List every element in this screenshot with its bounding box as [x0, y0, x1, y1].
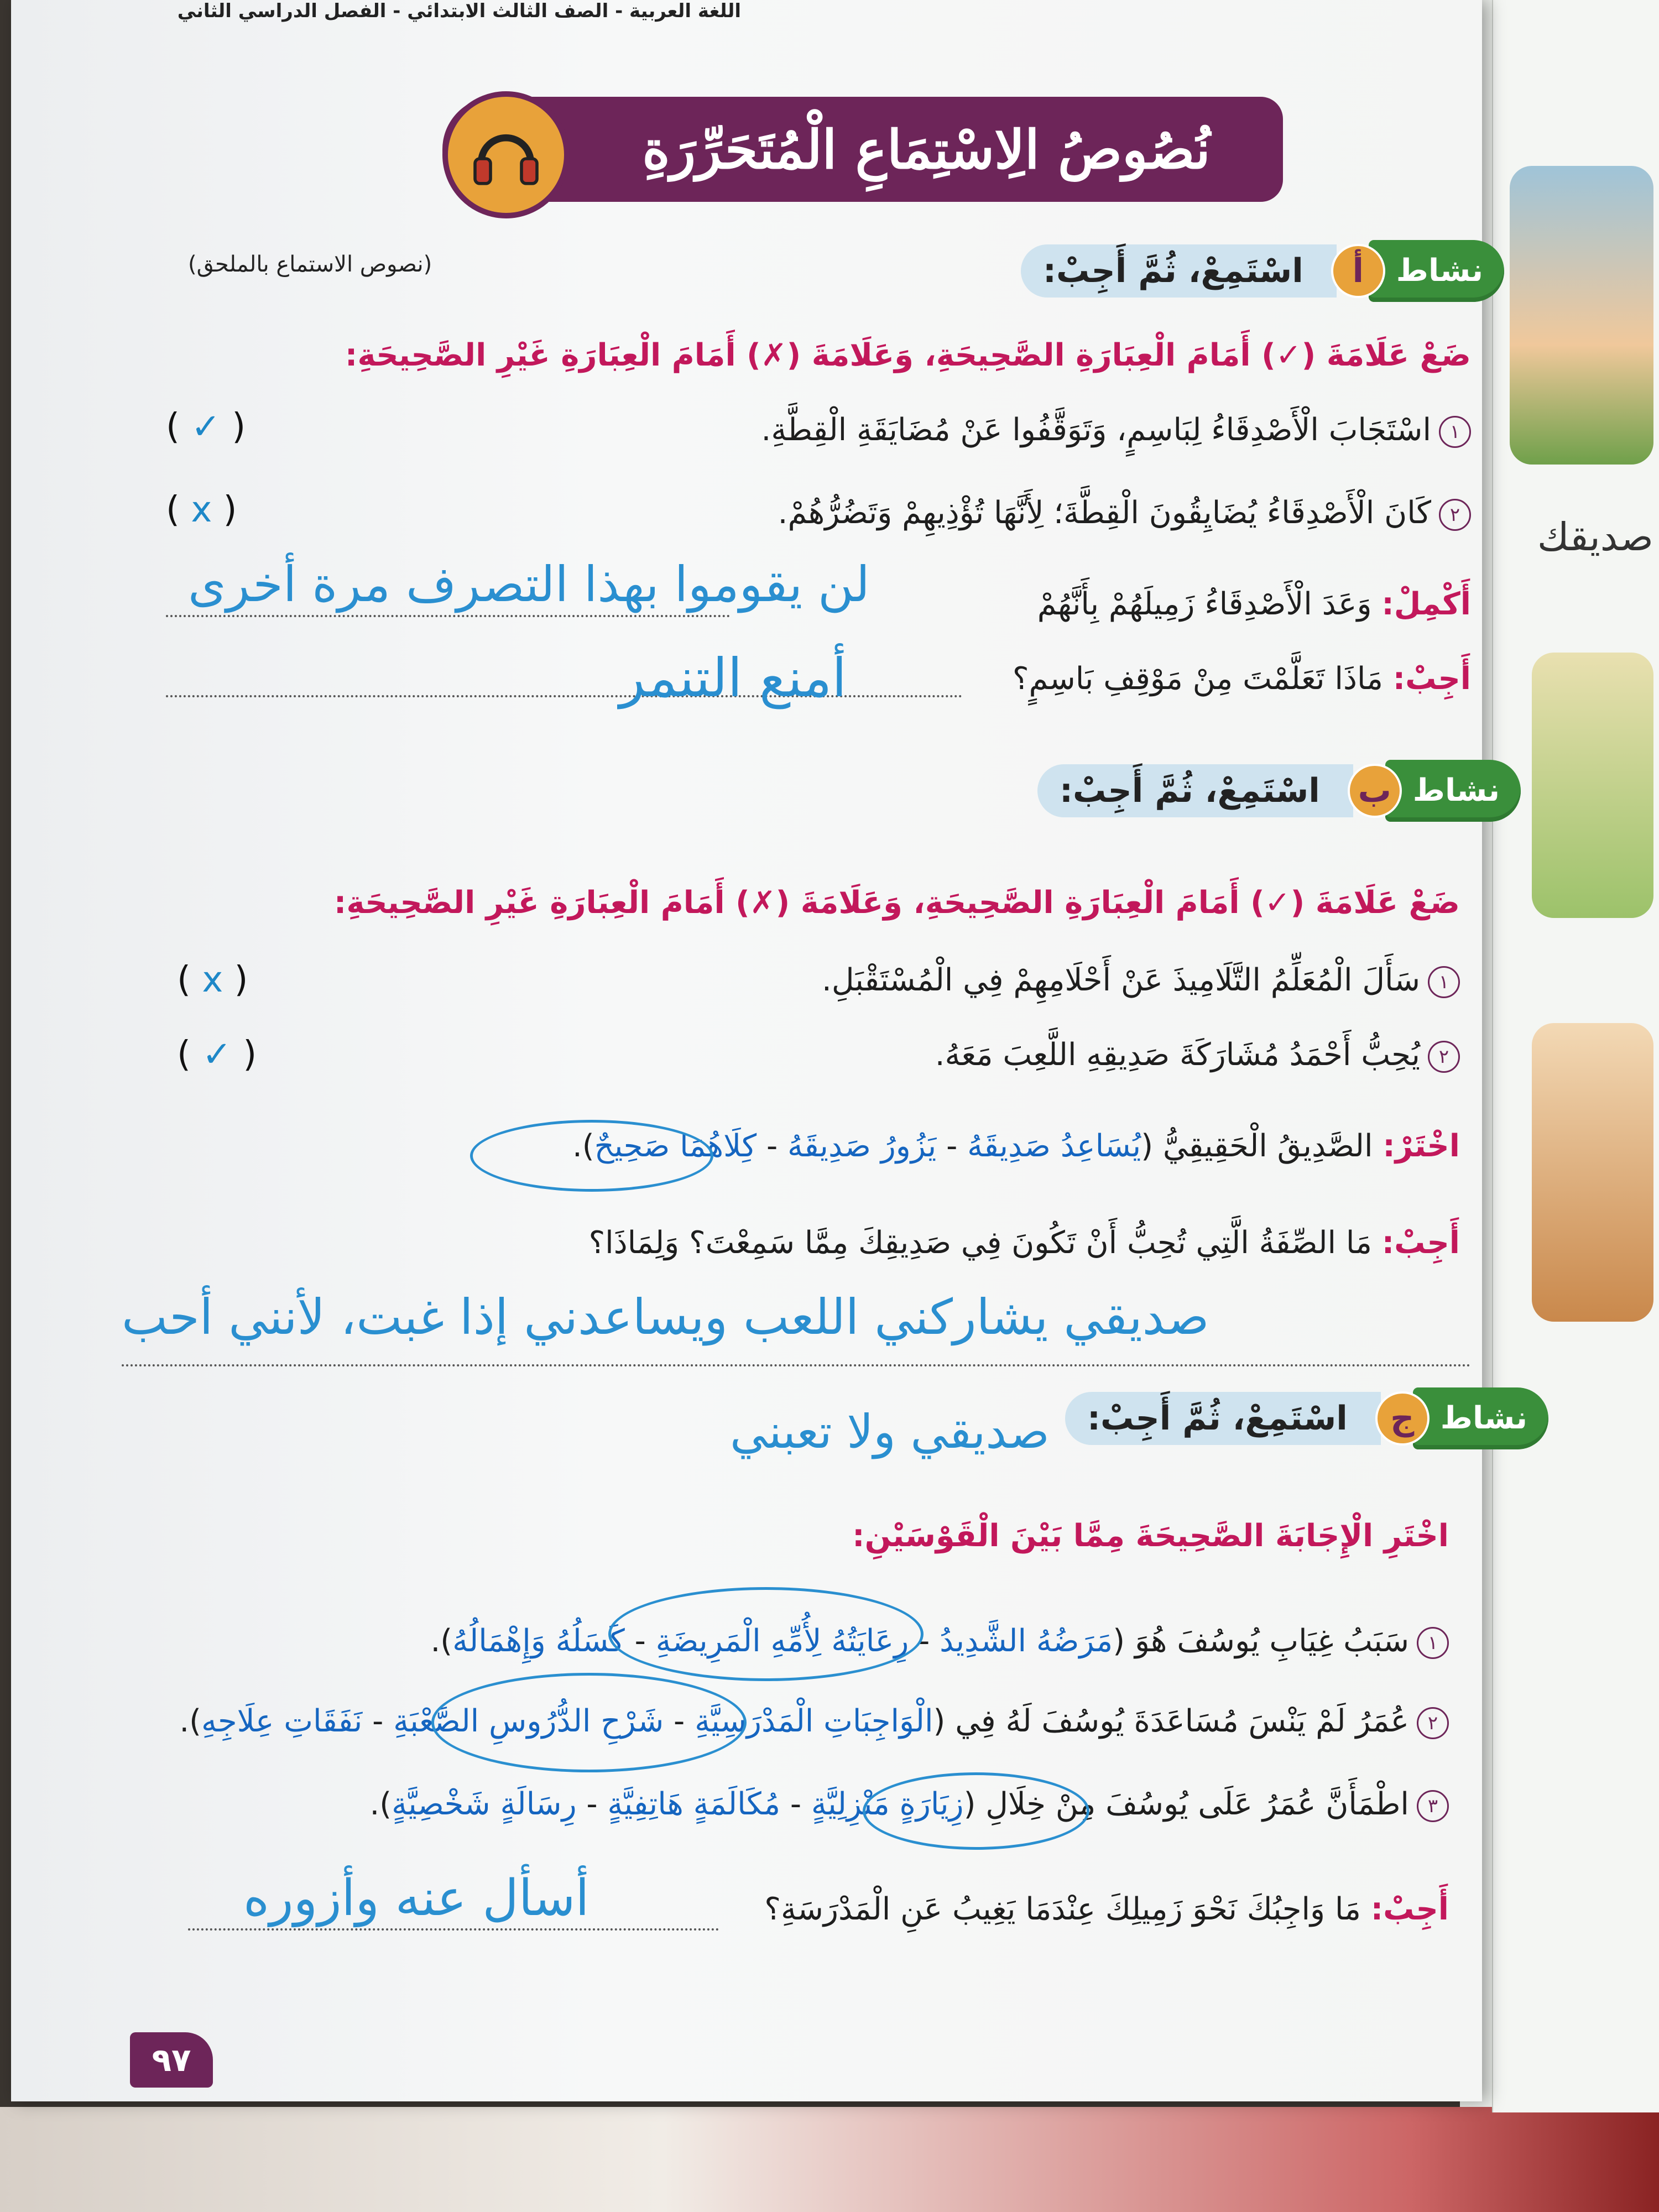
complete-label: أَكْمِلْ:: [1381, 586, 1471, 622]
page-number: ٩٧: [130, 2032, 213, 2088]
activity-a-item-1: [761, 412, 1471, 448]
item-number: ٣: [1417, 1790, 1449, 1822]
answer-label: أَجِبْ:: [1370, 1891, 1449, 1927]
handwritten-answer: لن يقوموا بهذا التصرف مرة أخرى: [188, 556, 870, 613]
option-selected: زِيَارَةٍ مَنْزِلِيَّةٍ: [811, 1786, 964, 1822]
answer-line: [122, 1363, 1471, 1366]
table-surface: [0, 2107, 1659, 2212]
item-number: ١: [1417, 1627, 1449, 1659]
item-number: ١: [1439, 416, 1471, 448]
option-selected: شَرْحِ الدُّرُوسِ الصَّعْبَةِ: [393, 1703, 664, 1739]
complete-text: وَعَدَ الْأَصْدِقَاءُ زَمِيلَهُمْ بِأَنَّهُمْ: [1037, 586, 1372, 622]
handwritten-answer: أمنع التنمر: [619, 647, 847, 709]
option-selected: رِعَايَتُهُ لِأُمِّهِ الْمَرِيضَةِ: [655, 1623, 909, 1659]
activity-c-item-3: ٣اطْمَأَنَّ عُمَرُ عَلَى يُوسُفَ مِنْ خِلَالِ (زِيَارَةٍ مَنْزِلِيَّةٍ - مُكَالَمَةٍ هَاتِفِيَّةٍ - رِسَالَةٍ شَخْصِيَّةٍ).: [369, 1786, 1449, 1822]
activity-c-header: [1065, 1385, 1548, 1452]
item-text: سَأَلَ الْمُعَلِّمُ التَّلَامِيذَ عَنْ أَحْلَامِهِمْ فِي الْمُسْتَقْبَلِ.: [822, 962, 1420, 998]
item-prefix: اطْمَأَنَّ عُمَرُ عَلَى يُوسُفَ مِنْ خِلَالِ (: [963, 1786, 1409, 1822]
title-banner: [442, 97, 1283, 202]
answer-mark-a1: ( ✓ ): [166, 406, 246, 447]
next-page-label: صديقك: [1537, 514, 1653, 560]
activity-a-answer: [1013, 661, 1471, 697]
option: الْوَاجِبَاتِ الْمَدْرَسِيَّةِ: [695, 1703, 933, 1739]
item-suffix: ).: [369, 1786, 392, 1822]
activity-tag: نشاط: [1369, 240, 1504, 302]
item-text: اسْتَجَابَ الْأَصْدِقَاءُ لِبَاسِمٍ، وَتَوَقَّفُوا عَنْ مُضَايَقَةِ الْقِطَّةِ.: [761, 412, 1431, 448]
item-prefix: سَبَبُ غِيَابِ يُوسُفَ هُوَ (: [1113, 1623, 1409, 1659]
activity-tag: نشاط: [1385, 760, 1521, 822]
option: مُكَالَمَةٍ هَاتِفِيَّةٍ: [607, 1786, 781, 1822]
answer-line: [166, 614, 730, 617]
handwritten-mark: x: [202, 959, 223, 1000]
option: رِسَالَةٍ شَخْصِيَّةٍ: [392, 1786, 577, 1822]
activity-letter: أ: [1331, 244, 1385, 298]
answer-mark-b1: ( x ): [177, 959, 248, 1000]
activity-b-instruction: ضَعْ عَلَامَةَ (✓) أَمَامَ الْعِبَارَةِ الصَّحِيحَةِ، وَعَلَامَةَ (✗) أَمَامَ الْعِبَارَةِ غَيْرِ الصَّحِيحَةِ:: [333, 885, 1460, 921]
handwritten-mark: ✓: [202, 1034, 232, 1075]
running-head: اللغة العربية - الصف الثالث الابتدائي - الفصل الدراسي الثاني: [177, 0, 741, 22]
activity-b-header: [1037, 758, 1521, 824]
activity-b-item-2: [935, 1037, 1460, 1073]
item-text: كَانَ الْأَصْدِقَاءُ يُضَايِقُونَ الْقِطَّةَ؛ لِأَنَّهَا تُؤْذِيهِمْ وَتَضُرُّهُمْ.: [778, 495, 1431, 531]
option: يُسَاعِدُ صَدِيقَهُ: [967, 1128, 1141, 1164]
activity-title: اسْتَمِعْ، ثُمَّ أَجِبْ:: [1037, 764, 1353, 817]
item-number: ٢: [1428, 1041, 1460, 1073]
answer-circle: [470, 1120, 713, 1192]
handwritten-mark: x: [191, 489, 212, 530]
activity-title: اسْتَمِعْ، ثُمَّ أَجِبْ:: [1065, 1392, 1381, 1445]
activity-c-item-1: ١سَبَبُ غِيَابِ يُوسُفَ هُوَ (مَرَضُهُ الشَّدِيدُ - رِعَايَتُهُ لِأُمِّهِ الْمَرِيضَةِ - كَسَلُهُ وَإِهْمَالُهُ).: [430, 1623, 1449, 1659]
answer-label: أَجِبْ:: [1381, 1225, 1460, 1261]
activity-b-item-1: [822, 962, 1460, 998]
activity-a-complete: [1037, 586, 1471, 622]
answer-line: [188, 1927, 719, 1931]
handwritten-answer: صديقي يشاركني اللعب ويساعدني إذا غبت، لأنني أحب: [122, 1288, 1209, 1345]
answer-question: مَا وَاجِبُكَ نَحْوَ زَمِيلِكَ عِنْدَمَا يَغِيبُ عَنِ الْمَدْرَسَةِ؟: [764, 1891, 1361, 1927]
option: نَفَقَاتِ عِلَاجِهِ: [201, 1703, 363, 1739]
item-number: ١: [1428, 966, 1460, 998]
answer-circle: [431, 1673, 747, 1772]
choose-label: اخْتَرْ:: [1383, 1128, 1460, 1164]
option: مَرَضُهُ الشَّدِيدُ: [940, 1623, 1113, 1659]
item-number: ٢: [1417, 1707, 1449, 1739]
activity-a-instruction: ضَعْ عَلَامَةَ (✓) أَمَامَ الْعِبَارَةِ الصَّحِيحَةِ، وَعَلَامَةَ (✗) أَمَامَ الْعِبَارَةِ غَيْرِ الصَّحِيحَةِ:: [345, 337, 1471, 373]
illustration-park: [1532, 653, 1653, 918]
activity-letter: ب: [1348, 764, 1402, 818]
answer-question: مَا الصِّفَةُ الَّتِي تُحِبُّ أَنْ تَكُونَ فِي صَدِيقِكَ مِمَّا سَمِعْتَ؟ وَلِمَاذَا؟: [588, 1225, 1372, 1261]
answer-mark-b2: ( ✓ ): [177, 1034, 257, 1075]
activity-c-item-2: ٢عُمَرُ لَمْ يَنْسَ مُسَاعَدَةَ يُوسُفَ لَهُ فِي (الْوَاجِبَاتِ الْمَدْرَسِيَّةِ - شَرْحِ الدُّرُوسِ الصَّعْبَةِ - نَفَقَاتِ عِلَاجِهِ).: [179, 1703, 1449, 1739]
activity-title: اسْتَمِعْ، ثُمَّ أَجِبْ:: [1021, 244, 1337, 298]
appendix-note: (نصوص الاستماع بالملحق): [188, 252, 432, 277]
activity-a-item-2: [778, 495, 1471, 531]
item-number: ٢: [1439, 499, 1471, 531]
handwritten-answer: صديقي ولا تعبني: [730, 1405, 1050, 1459]
option-selected: كِلَاهُمَا صَحِيحٌ: [594, 1128, 757, 1164]
workbook-page: [11, 0, 1527, 2101]
activity-letter: ج: [1375, 1391, 1430, 1446]
item-text: يُحِبُّ أَحْمَدُ مُشَارَكَةَ صَدِيقِهِ اللَّعِبَ مَعَهُ.: [935, 1037, 1420, 1073]
answer-mark-a2: ( x ): [166, 489, 237, 530]
activity-c-instruction: اخْتَرِ الْإِجَابَةَ الصَّحِيحَةَ مِمَّا بَيْنَ الْقَوْسَيْنِ:: [852, 1518, 1449, 1554]
activity-a-header: [1021, 238, 1504, 304]
illustration-children: [1510, 166, 1653, 465]
page-title: نُصُوصُ الِاسْتِمَاعِ الْمُتَحَرِّرَةِ: [642, 118, 1211, 181]
choose-text: الصَّدِيقُ الْحَقِيقِيُّ (: [1141, 1128, 1373, 1164]
answer-question: مَاذَا تَعَلَّمْتَ مِنْ مَوْقِفِ بَاسِمٍ؟: [1012, 661, 1383, 697]
illustration-boy: [1532, 1023, 1653, 1322]
option: كَسَلُهُ وَإِهْمَالُهُ: [452, 1623, 625, 1659]
activity-b-choose: اخْتَرْ: الصَّدِيقُ الْحَقِيقِيُّ (يُسَاعِدُ صَدِيقَهُ - يَزُورُ صَدِيقَهُ - كِلَاهُمَا صَحِيحٌ).: [572, 1128, 1460, 1164]
activity-c-answer: [764, 1891, 1449, 1927]
option: يَزُورُ صَدِيقَهُ: [787, 1128, 937, 1164]
next-page-edge: [1492, 0, 1659, 2112]
answer-label: أَجِبْ:: [1392, 661, 1471, 697]
headphones-icon: [442, 91, 570, 218]
handwritten-mark: ✓: [191, 406, 221, 447]
answer-circle: [863, 1772, 1089, 1850]
activity-tag: نشاط: [1413, 1387, 1548, 1449]
item-suffix: ).: [430, 1623, 453, 1659]
answer-circle: [608, 1587, 924, 1681]
handwritten-answer: أسأل عنه وأزوره: [243, 1869, 589, 1927]
item-prefix: عُمَرُ لَمْ يَنْسَ مُسَاعَدَةَ يُوسُفَ لَهُ فِي (: [933, 1703, 1409, 1739]
activity-b-answer: [588, 1225, 1460, 1261]
choose-close: ).: [572, 1128, 594, 1164]
item-suffix: ).: [179, 1703, 201, 1739]
